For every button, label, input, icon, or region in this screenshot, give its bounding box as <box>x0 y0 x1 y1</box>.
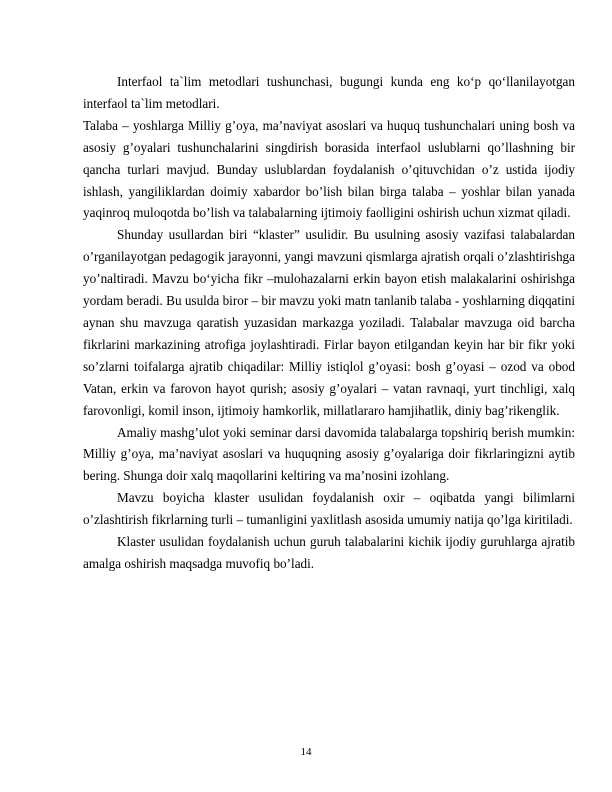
paragraph-amaliy-mashgulot: Amaliy mashg’ulot yoki seminar darsi davomida talabalarga topshiriq berish mumkin: Milliy g’oya, ma’naviyat asoslari va huquqning asosiy g’oyalariga doir fikrlaringizni aytib bering. Shunga doir xalq maqollarini keltiring va ma’nosini izohlang. <box>83 424 575 484</box>
document-body <box>83 71 575 575</box>
paragraph-interfaol-uslublar: Talaba – yoshlarga Milliy g’oya, ma’naviyat asoslari va huquq tushunchalari uning bosh va asosiy g’oyalari tushunchalarini singdirish borasida interfaol uslublarni qo’llashning bir qancha turlari mavjud. Bunday uslublardan foydalanish o’qituvchidan o’z ustida ijodiy ishlash, yangiliklardan doimiy xabardor bo’lish bilan birga talaba – yoshlar bilan yanada yaqinroq muloqotda bo’lish va talabalarning ijtimoiy faolligini oshirish uchun xizmat qiladi. <box>83 117 575 221</box>
page-number: 14 <box>300 746 312 758</box>
paragraph-interfaol-metodlar: Interfaol ta`lim metodlari tushunchasi, bugungi kunda eng ko‘p qo‘llanilayotgan interfaol ta`lim metodlari. <box>83 74 575 111</box>
paragraph-klaster-usuli: Shunday usullardan biri “klaster” usulidir. Bu usulning asosiy vazifasi talabalardan o’rganilayotgan pedagogik jarayonni, yangi mavzuni qismlarga ajratish orqali o’zlashtirishga yo’naltiradi. Mavzu bo‘yicha fikr –mulohazalarni erkin bayon etish malakalarini oshirishga yordam beradi. Bu usulda biror – bir mavzu yoki matn tanlanib talaba - yoshlarning diqqatini aynan shu mavzuga qaratish yuzasidan markazga yoziladi. Talabalar mavzuga oid barcha fikrlarini markazining atrofiga joylashtiradi. Firlar bayon etilgandan keyin har bir fikr yoki so’zlarni toifalarga ajratib chiqadilar: Milliy istiqlol g’oyasi: bosh g’oyasi – ozod va obod Vatan, erkin va farovon hayot qurish; asosiy g’oyalari – vatan ravnaqi, yurt tinchligi, xalq farovonligi, komil inson, ijtimoiy hamkorlik, millatlararo hamjihatlik, diniy bag’rikenglik. <box>83 227 575 418</box>
paragraph-guruhlarga-ajratish: Klaster usulidan foydalanish uchun guruh talabalarini kichik ijodiy guruhlarga ajratib amalga oshirish maqsadga muvofiq bo’ladi. <box>83 534 575 571</box>
paragraph-klaster-natija: Mavzu boyicha klaster usulidan foydalanish oxir – oqibatda yangi bilimlarni o’zlashtirish fikrlarning turli – tumanligini yaxlitlash asosida umumiy natija qo’lga kiritiladi. <box>83 490 575 528</box>
